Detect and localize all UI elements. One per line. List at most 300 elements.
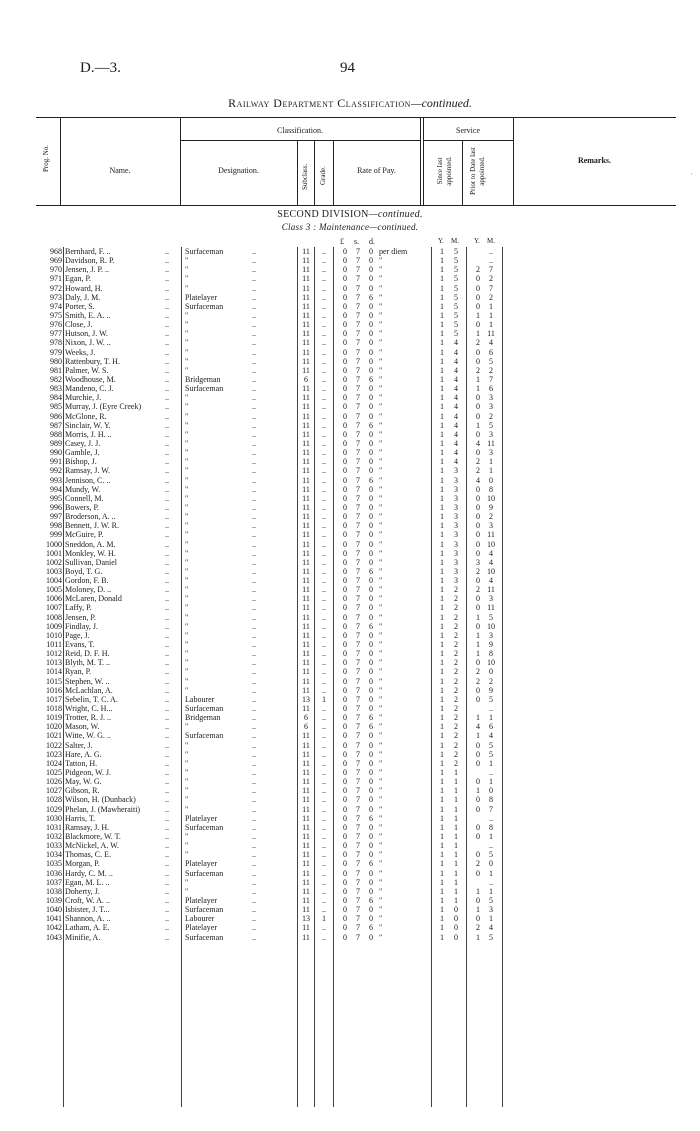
cell-name: Croft, W. A. ..: [65, 895, 110, 905]
cell-subclass: 11: [302, 804, 310, 814]
cell-name: Pidgeon, W. J.: [65, 768, 112, 778]
cell-prog-no: 996: [50, 502, 62, 512]
cell-pay-pounds: 0: [343, 521, 347, 531]
leader-dots: ..: [165, 722, 169, 732]
leader-dots: ..: [252, 676, 256, 686]
cell-grade: ..: [322, 594, 326, 604]
table-row: [0, 713, 700, 722]
cell-pay-pounds: 0: [343, 274, 347, 284]
cell-pay-pence: 0: [369, 265, 373, 275]
cell-designation: ": [185, 804, 189, 814]
cell-pay-shillings: 7: [356, 612, 360, 622]
cell-pay-shillings: 7: [356, 320, 360, 330]
leader-dots: ..: [252, 813, 256, 823]
cell-pay-note: ": [379, 758, 383, 768]
cell-subclass: 11: [302, 247, 310, 256]
leader-dots: ..: [252, 484, 256, 494]
cell-prog-no: 1026: [46, 777, 62, 787]
leader-dots: ..: [165, 256, 169, 266]
leader-dots: ..: [165, 548, 169, 558]
unit-years-since: Y.: [438, 237, 444, 245]
cell-pay-pounds: 0: [343, 292, 347, 302]
cell-since-months: 0: [454, 905, 458, 915]
cell-prior-months: 5: [489, 932, 493, 942]
cell-pay-shillings: 7: [356, 365, 360, 375]
cell-subclass: 11: [302, 649, 310, 659]
leader-dots: ..: [165, 685, 169, 695]
cell-subclass: 11: [302, 539, 310, 549]
cell-since-years: 1: [440, 502, 444, 512]
cell-subclass: 11: [302, 630, 310, 640]
cell-prog-no: 1000: [46, 539, 62, 549]
cell-prior-months: 9: [489, 640, 493, 650]
cell-prog-no: 968: [50, 247, 62, 256]
leader-dots: ..: [252, 895, 256, 905]
cell-prior-years: 0: [476, 576, 480, 586]
cell-pay-pence: 0: [369, 393, 373, 403]
cell-since-years: 1: [440, 429, 444, 439]
leader-dots: ..: [165, 320, 169, 330]
cell-prog-no: 984: [50, 393, 62, 403]
table-row: [0, 631, 700, 640]
cell-prior-months: 5: [489, 850, 493, 860]
cell-since-months: 2: [454, 594, 458, 604]
table-row: [0, 393, 700, 402]
cell-pay-shillings: 7: [356, 804, 360, 814]
cell-designation: ": [185, 329, 189, 339]
leader-dots: ..: [165, 566, 169, 576]
cell-name: Hare, A. G.: [65, 749, 102, 759]
leader-dots: ..: [165, 292, 169, 302]
cell-grade: ..: [322, 868, 326, 878]
cell-since-years: 1: [440, 374, 444, 384]
cell-prog-no: 1031: [46, 822, 62, 832]
cell-prior-months: 7: [489, 283, 493, 293]
cell-pay-pence: 0: [369, 530, 373, 540]
table-row: [0, 841, 700, 850]
cell-pay-pence: 0: [369, 594, 373, 604]
cell-pay-pounds: 0: [343, 393, 347, 403]
cell-prior-years: 0: [476, 548, 480, 558]
cell-grade: ..: [322, 795, 326, 805]
table-row: [0, 567, 700, 576]
cell-name: Jensen, P.: [65, 612, 96, 622]
cell-pay-pence: 0: [369, 877, 373, 887]
cell-pay-shillings: 7: [356, 859, 360, 869]
cell-since-years: 1: [440, 283, 444, 293]
cell-name: Egan, P.: [65, 274, 91, 284]
cell-prior-months: 3: [489, 905, 493, 915]
cell-designation: Surfaceman: [185, 704, 224, 714]
cell-prior-months: 1: [489, 758, 493, 768]
cell-pay-pence: 0: [369, 365, 373, 375]
cell-name: Close, J.: [65, 320, 93, 330]
cell-pay-note: ": [379, 310, 383, 320]
cell-since-years: 1: [440, 694, 444, 704]
cell-subclass: 11: [302, 740, 310, 750]
cell-pay-shillings: 7: [356, 566, 360, 576]
leader-dots: ..: [252, 704, 256, 714]
cell-name: Mandeno, C. J.: [65, 384, 114, 394]
cell-prior-months: 4: [489, 557, 493, 567]
cell-grade: ..: [322, 384, 326, 394]
cell-since-months: 1: [454, 795, 458, 805]
cell-designation: ": [185, 548, 189, 558]
cell-grade: ..: [322, 429, 326, 439]
leader-dots: ..: [165, 841, 169, 851]
cell-prior-years: 1: [476, 731, 480, 741]
leader-dots: ..: [252, 374, 256, 384]
table-row: [0, 869, 700, 878]
cell-since-months: 2: [454, 713, 458, 723]
cell-prior-months: ..: [489, 704, 493, 714]
cell-pay-note: ": [379, 484, 383, 494]
cell-name: Palmer, W. S.: [65, 365, 109, 375]
leader-dots: ..: [165, 576, 169, 586]
cell-pay-pence: 0: [369, 758, 373, 768]
cell-name: Minifie, A.: [65, 932, 101, 942]
cell-designation: ": [185, 621, 189, 631]
leader-dots: ..: [165, 777, 169, 787]
cell-pay-shillings: 7: [356, 932, 360, 942]
cell-grade: ..: [322, 777, 326, 787]
cell-pay-shillings: 7: [356, 283, 360, 293]
cell-pay-pounds: 0: [343, 804, 347, 814]
cell-since-months: 1: [454, 822, 458, 832]
cell-grade: ..: [322, 630, 326, 640]
cell-prog-no: 1032: [46, 832, 62, 841]
cell-pay-note: ": [379, 329, 383, 339]
cell-prog-no: 1020: [46, 722, 62, 732]
cell-designation: ": [185, 512, 189, 522]
cell-prog-no: 975: [50, 310, 62, 320]
cell-pay-pounds: 0: [343, 475, 347, 485]
leader-dots: ..: [165, 895, 169, 905]
leader-dots: ..: [165, 923, 169, 933]
cell-designation: ": [185, 685, 189, 695]
cell-pay-shillings: 7: [356, 640, 360, 650]
cell-since-years: 1: [440, 292, 444, 302]
leader-dots: ..: [165, 365, 169, 375]
cell-prior-months: 4: [489, 338, 493, 348]
cell-pay-note: ": [379, 676, 383, 686]
cell-pay-pounds: 0: [343, 557, 347, 567]
cell-name: Broderson, A. ..: [65, 512, 116, 522]
cell-name: Phelan, J. (Mawheraiti): [65, 804, 141, 814]
cell-pay-note: ": [379, 804, 383, 814]
cell-name: Egan, M. L. ..: [65, 877, 110, 887]
cell-prog-no: 1025: [46, 768, 62, 778]
cell-prog-no: 990: [50, 448, 62, 458]
table-row: [0, 722, 700, 731]
cell-pay-shillings: 7: [356, 649, 360, 659]
cell-pay-pence: 0: [369, 429, 373, 439]
leader-dots: ..: [165, 612, 169, 622]
cell-grade: ..: [322, 420, 326, 430]
leader-dots: ..: [252, 621, 256, 631]
cell-pay-pence: 0: [369, 694, 373, 704]
cell-since-months: 5: [454, 320, 458, 330]
cell-name: Casey, J. J.: [65, 438, 101, 448]
cell-pay-shillings: 7: [356, 521, 360, 531]
table-row: [0, 622, 700, 631]
cell-since-years: 1: [440, 850, 444, 860]
leader-dots: ..: [252, 539, 256, 549]
cell-name: Blackmore, W. T.: [65, 832, 121, 841]
cell-name: May, W. G.: [65, 777, 102, 787]
cell-since-months: 4: [454, 429, 458, 439]
cell-subclass: 11: [302, 640, 310, 650]
cell-prior-months: 2: [489, 411, 493, 421]
cell-prior-years: 1: [476, 374, 480, 384]
cell-pay-shillings: 7: [356, 768, 360, 778]
cell-grade: ..: [322, 813, 326, 823]
cell-pay-shillings: 7: [356, 512, 360, 522]
cell-pay-pounds: 0: [343, 850, 347, 860]
cell-prior-months: 0: [489, 475, 493, 485]
cell-pay-pounds: 0: [343, 740, 347, 750]
cell-name: McLaren, Donald: [65, 594, 122, 604]
cell-grade: ..: [322, 338, 326, 348]
cell-pay-shillings: 7: [356, 694, 360, 704]
cell-since-years: 1: [440, 420, 444, 430]
cell-name: Witte, W. G. ..: [65, 731, 111, 741]
cell-since-months: 2: [454, 685, 458, 695]
cell-grade: ..: [322, 704, 326, 714]
cell-name: Gamble, J.: [65, 448, 100, 458]
cell-pay-note: ": [379, 749, 383, 759]
cell-pay-pounds: 0: [343, 795, 347, 805]
cell-subclass: 11: [302, 621, 310, 631]
cell-name: Connell, M.: [65, 493, 104, 503]
cell-pay-note: ": [379, 594, 383, 604]
cell-prior-years: 0: [476, 868, 480, 878]
cell-pay-pounds: 0: [343, 438, 347, 448]
cell-prior-years: 1: [476, 640, 480, 650]
table-row: [0, 896, 700, 905]
cell-subclass: 11: [302, 557, 310, 567]
cell-grade: 1: [322, 914, 326, 924]
leader-dots: ..: [252, 603, 256, 613]
cell-prior-months: 3: [489, 521, 493, 531]
cell-pay-pounds: 0: [343, 265, 347, 275]
cell-prog-no: 1007: [46, 603, 62, 613]
table-row: [0, 887, 700, 896]
cell-name: Tatton, H.: [65, 758, 98, 768]
cell-subclass: 11: [302, 603, 310, 613]
cell-subclass: 11: [302, 338, 310, 348]
cell-pay-shillings: 7: [356, 292, 360, 302]
leader-dots: ..: [252, 649, 256, 659]
cell-since-years: 1: [440, 630, 444, 640]
cell-since-months: 1: [454, 895, 458, 905]
cell-pay-pounds: 0: [343, 777, 347, 787]
cell-designation: Labourer: [185, 914, 215, 924]
cell-pay-shillings: 7: [356, 429, 360, 439]
cell-name: Shannon, A. ..: [65, 914, 111, 924]
cell-designation: ": [185, 256, 189, 266]
table-row: [0, 777, 700, 786]
cell-prior-years: 0: [476, 411, 480, 421]
cell-prog-no: 1008: [46, 612, 62, 622]
cell-pay-note: ": [379, 722, 383, 732]
cell-pay-pence: 0: [369, 466, 373, 476]
cell-since-years: 1: [440, 274, 444, 284]
cell-prog-no: 1019: [46, 713, 62, 723]
leader-dots: ..: [252, 585, 256, 595]
leader-dots: ..: [165, 484, 169, 494]
cell-name: Harris, T.: [65, 813, 96, 823]
cell-prior-months: 3: [489, 630, 493, 640]
cell-since-months: 0: [454, 923, 458, 933]
cell-pay-pounds: 0: [343, 621, 347, 631]
leader-dots: ..: [252, 521, 256, 531]
cell-grade: ..: [322, 740, 326, 750]
cell-pay-note: ": [379, 438, 383, 448]
cell-pay-pounds: 0: [343, 749, 347, 759]
table-row: [0, 603, 700, 612]
cell-prior-months: 11: [487, 329, 495, 339]
cell-designation: Bridgeman: [185, 713, 221, 723]
cell-prog-no: 1041: [46, 914, 62, 924]
cell-grade: ..: [322, 877, 326, 887]
table-row: [0, 640, 700, 649]
cell-prior-years: 0: [476, 539, 480, 549]
cell-pay-pence: 0: [369, 685, 373, 695]
cell-since-months: 1: [454, 841, 458, 851]
table-row: [0, 329, 700, 338]
cell-prior-years: 0: [476, 895, 480, 905]
cell-prior-months: 5: [489, 694, 493, 704]
cell-since-months: 3: [454, 475, 458, 485]
cell-prior-months: 9: [489, 502, 493, 512]
cell-pay-pounds: 0: [343, 822, 347, 832]
cell-prog-no: 1004: [46, 576, 62, 586]
table-row: [0, 448, 700, 457]
cell-pay-shillings: 7: [356, 658, 360, 668]
leader-dots: ..: [165, 667, 169, 677]
cell-pay-pounds: 0: [343, 713, 347, 723]
cell-name: Sinclair, W. Y.: [65, 420, 111, 430]
cell-subclass: 11: [302, 850, 310, 860]
cell-prior-months: 4: [489, 548, 493, 558]
cell-prog-no: 1039: [46, 895, 62, 905]
leader-dots: ..: [252, 886, 256, 896]
leader-dots: ..: [165, 393, 169, 403]
cell-pay-note: ": [379, 466, 383, 476]
cell-name: Rattenbury, T. H.: [65, 356, 120, 366]
cell-prog-no: 1005: [46, 585, 62, 595]
leader-dots: ..: [252, 411, 256, 421]
cell-name: McGuire, P.: [65, 530, 104, 540]
cell-pay-shillings: 7: [356, 484, 360, 494]
table-row: [0, 466, 700, 475]
leader-dots: ..: [252, 667, 256, 677]
cell-pay-pounds: 0: [343, 347, 347, 357]
cell-subclass: 11: [302, 530, 310, 540]
cell-since-months: 2: [454, 758, 458, 768]
cell-since-months: 1: [454, 859, 458, 869]
table-row: [0, 421, 700, 430]
cell-pay-shillings: 7: [356, 667, 360, 677]
page-reference: D.—3.: [80, 60, 121, 76]
cell-name: Howard, H.: [65, 283, 103, 293]
cell-subclass: 11: [302, 768, 310, 778]
cell-name: Trotter, R. J. ..: [65, 713, 112, 723]
leader-dots: ..: [165, 502, 169, 512]
cell-pay-note: ": [379, 649, 383, 659]
cell-pay-shillings: 7: [356, 704, 360, 714]
cell-designation: Platelayer: [185, 923, 217, 933]
cell-prog-no: 986: [50, 411, 62, 421]
table-row: [0, 530, 700, 539]
cell-since-years: 1: [440, 786, 444, 796]
cell-pay-pence: 0: [369, 356, 373, 366]
cell-pay-pounds: 0: [343, 603, 347, 613]
cell-since-months: 2: [454, 722, 458, 732]
cell-pay-shillings: 7: [356, 740, 360, 750]
cell-prior-years: 2: [476, 265, 480, 275]
cell-name: McNickel, A. W.: [65, 841, 119, 851]
cell-since-months: 3: [454, 576, 458, 586]
table-row: [0, 667, 700, 676]
cell-pay-pence: 0: [369, 438, 373, 448]
cell-prior-years: 1: [476, 886, 480, 896]
cell-prog-no: 1040: [46, 905, 62, 915]
cell-prior-years: 2: [476, 466, 480, 476]
edge-speck: ·: [690, 170, 693, 179]
cell-since-months: 1: [454, 768, 458, 778]
leader-dots: ..: [252, 292, 256, 302]
cell-prior-years: 1: [476, 612, 480, 622]
table-row: [0, 704, 700, 713]
leader-dots: ..: [252, 594, 256, 604]
cell-pay-note: ": [379, 521, 383, 531]
cell-pay-pence: 0: [369, 676, 373, 686]
cell-prog-no: 980: [50, 356, 62, 366]
cell-since-months: 4: [454, 374, 458, 384]
cell-grade: ..: [322, 667, 326, 677]
leader-dots: ..: [165, 694, 169, 704]
cell-grade: ..: [322, 603, 326, 613]
table-row: [0, 686, 700, 695]
cell-prior-months: 8: [489, 795, 493, 805]
cell-pay-pence: 0: [369, 347, 373, 357]
cell-designation: ": [185, 768, 189, 778]
cell-prior-months: 10: [487, 493, 495, 503]
cell-subclass: 11: [302, 923, 310, 933]
cell-designation: ": [185, 438, 189, 448]
cell-pay-pence: 0: [369, 603, 373, 613]
cell-designation: Surfaceman: [185, 247, 224, 256]
cell-pay-shillings: 7: [356, 448, 360, 458]
cell-grade: ..: [322, 274, 326, 284]
cell-since-years: 1: [440, 576, 444, 586]
cell-grade: ..: [322, 548, 326, 558]
cell-name: Gordon, F. B.: [65, 576, 109, 586]
unit-pound: £: [340, 237, 344, 246]
cell-prog-no: 970: [50, 265, 62, 275]
leader-dots: ..: [165, 512, 169, 522]
cell-since-years: 1: [440, 484, 444, 494]
cell-prior-years: 0: [476, 502, 480, 512]
cell-prior-months: 9: [489, 685, 493, 695]
cell-since-years: 1: [440, 585, 444, 595]
cell-since-months: 3: [454, 493, 458, 503]
cell-pay-pence: 0: [369, 329, 373, 339]
cell-name: Isbister, J. T...: [65, 905, 110, 915]
cell-pay-pounds: 0: [343, 859, 347, 869]
